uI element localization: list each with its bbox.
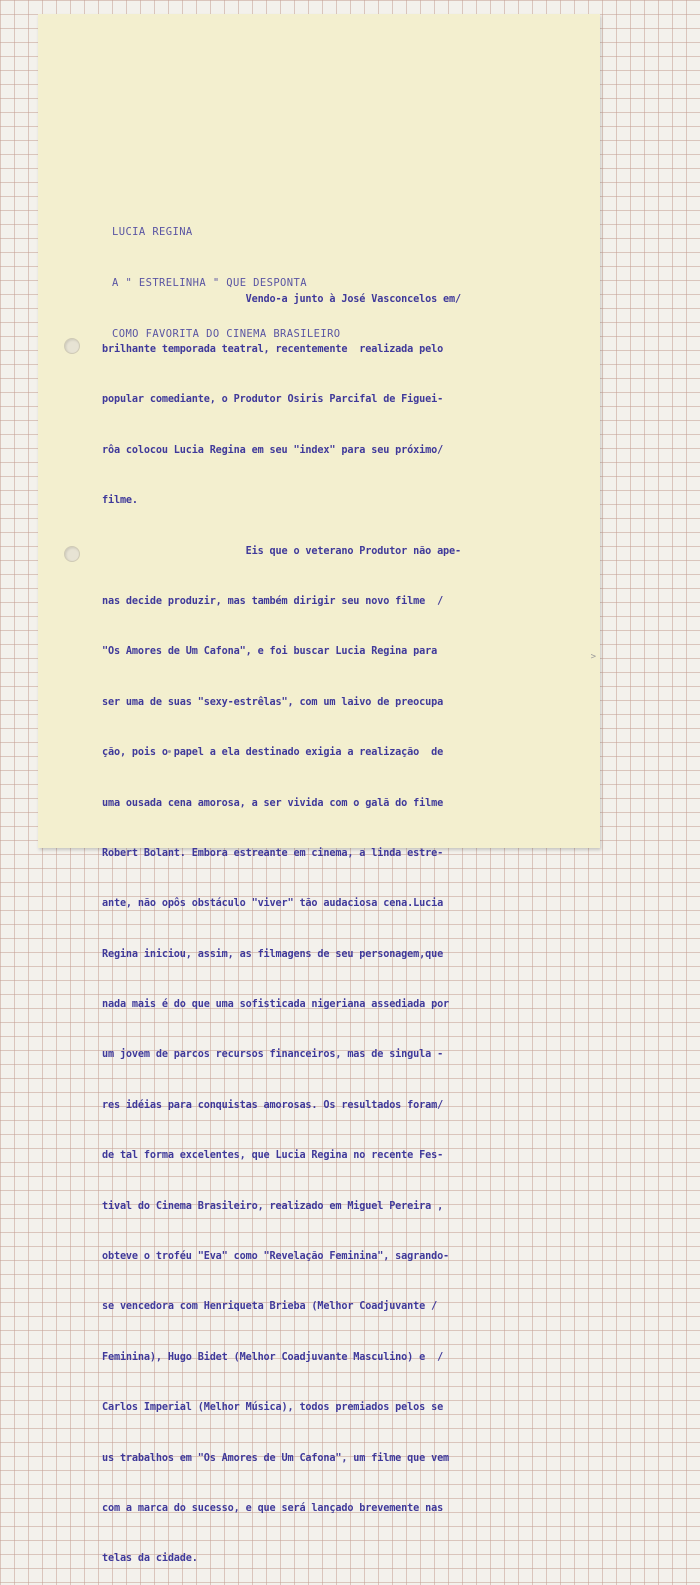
body-line: um jovem de parcos recursos financeiros, mas de singula - <box>102 1049 444 1061</box>
document-body <box>102 258 461 1585</box>
body-line: se vencedora com Henriqueta Brieba (Melhor Coadjuvante / <box>102 1301 438 1313</box>
body-line: com a marca do sucesso, e que será lançado brevemente nas <box>102 1502 444 1514</box>
body-line: ante, não opôs obstáculo "viver" tão audaciosa cena.Lucia <box>102 898 444 910</box>
body-line: Feminina), Hugo Bidet (Melhor Coadjuvante Masculino) e / <box>102 1351 444 1363</box>
body-line: obteve o troféu "Eva" como "Revelação Feminina", sagrando- <box>102 1251 450 1263</box>
heading-line: LUCIA REGINA <box>112 226 193 238</box>
body-line: tival do Cinema Brasileiro, realizado em Miguel Pereira , <box>102 1200 444 1212</box>
body-line: filme. <box>102 495 138 507</box>
body-line: Regina iniciou, assim, as filmagens de seu personagem,que <box>102 948 444 960</box>
body-line: de tal forma excelentes, que Lucia Regina no recente Fes- <box>102 1150 444 1162</box>
punch-hole <box>64 338 80 354</box>
body-line: nada mais é do que uma sofisticada nigeriana assediada por <box>102 999 450 1011</box>
body-line: brilhante temporada teatral, recentemente realizada pelo <box>102 343 444 355</box>
punch-hole <box>64 546 80 562</box>
body-line: uma ousada cena amorosa, a ser vivida com o galã do filme <box>102 797 444 809</box>
body-line: Carlos Imperial (Melhor Música), todos premiados pelos se <box>102 1402 444 1414</box>
body-line: telas da cidade. <box>102 1553 198 1565</box>
body-line: "Os Amores de Um Cafona", e foi buscar Lucia Regina para <box>102 646 438 658</box>
body-line: nas decide produzir, mas também dirigir seu novo filme / <box>102 595 444 607</box>
body-line: res idéias para conquistas amorosas. Os resultados foram/ <box>102 1099 444 1111</box>
body-line: ser uma de suas "sexy-estrêlas", com um laivo de preocupa <box>102 696 444 708</box>
body-line: ção, pois o papel a ela destinado exigia a realização de <box>102 747 444 759</box>
body-line: us trabalhos em "Os Amores de Um Cafona", um filme que vem <box>102 1452 450 1464</box>
body-line: Robert Bolant. Embora estreante em cinema, a linda estre- <box>102 847 444 859</box>
body-line: rôa colocou Lucia Regina em seu "index" para seu próximo/ <box>102 444 444 456</box>
margin-mark: > <box>590 652 596 662</box>
heading-line: A " ESTRELINHA " QUE DESPONTA <box>112 277 307 289</box>
body-line: Vendo-a junto à José Vasconcelos em/ <box>102 293 462 305</box>
heading-line: COMO FAVORITA DO CINEMA BRASILEIRO <box>112 328 341 340</box>
body-line: Eis que o veterano Produtor não ape- <box>102 545 462 557</box>
body-line: popular comediante, o Produtor Osiris Parcifal de Figuei- <box>102 394 444 406</box>
